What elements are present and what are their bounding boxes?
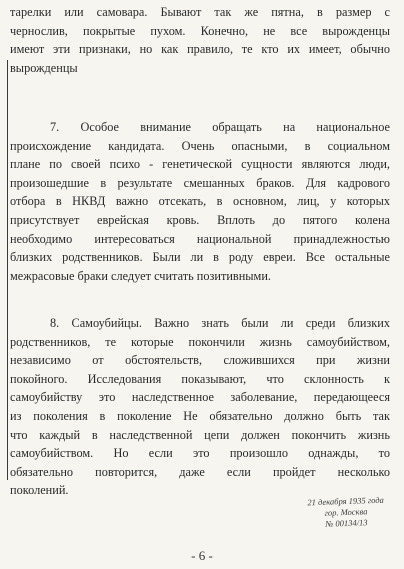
text-line: вырожденцы	[10, 60, 78, 75]
text-line: 8. Самоубийцы. Важно знать были ли среди близких	[50, 316, 390, 330]
text-line: родственников, те которые покончили жизнь самоубийством,	[10, 334, 390, 349]
text-line: межрасовые браки следует считать позитивными.	[10, 268, 271, 283]
text-line: имеют эти признаки, но как правило, те кто их имеет, обычно	[10, 42, 390, 57]
date-stamp	[295, 494, 396, 530]
paragraph-item-7	[10, 118, 390, 285]
text-line: плане по своей психо - генетической сущности являются люди,	[10, 157, 390, 172]
margin-line	[7, 300, 8, 480]
stamp-city: гор. Москва	[324, 506, 368, 518]
stamp-date: 21 декабря 1935 года	[307, 494, 384, 508]
paragraph-continuation	[10, 3, 390, 77]
text-line: присутствует еврейская кровь. Вплоть до пятого колена	[10, 212, 390, 227]
text-line: произошедшие в результате смешанных браков. Для кадрового	[10, 175, 390, 190]
text-line: тарелки или самовара. Бывают так же пятна, в размер с	[10, 5, 390, 19]
stamp-number: № 00134/13	[325, 517, 368, 529]
text-line: близких родственников. Были ли в роду евреи. Все остальные	[10, 250, 390, 265]
text-line: обязательно повторится, даже если пройдет несколько	[10, 464, 390, 479]
text-line: самоубийством. Но если это произошло однажды, то	[10, 446, 390, 461]
text-line: чернослив, покрытые пухом. Конечно, не все вырожденцы	[10, 23, 390, 38]
text-line: происхождение кандидата. Очень опасными, в социальном	[10, 138, 390, 153]
text-line: независимо от обстоятельств, сложившихся при жизни	[10, 353, 390, 368]
text-line: поколений.	[10, 483, 69, 498]
text-line: необходимо интересоваться национальной принадлежностью	[10, 231, 390, 246]
text-line: самоубийству это наследственное заболевание, передающееся	[10, 390, 390, 405]
text-line: из поколения в поколение Не обязательно должно быть так	[10, 408, 390, 423]
paragraph-item-8	[10, 314, 390, 500]
text-line: что каждый в наследственной цепи должен покончить жизнь	[10, 427, 390, 442]
margin-line	[7, 60, 8, 300]
text-line: покойного. Исследования показывают, что склонность к	[10, 371, 390, 386]
page-number: - 6 -	[191, 548, 213, 563]
text-line: 7. Особое внимание обращать на национальное	[50, 120, 390, 134]
text-line: отбора в НКВД важно отсекать, в основном, лиц, у которых	[10, 194, 390, 209]
